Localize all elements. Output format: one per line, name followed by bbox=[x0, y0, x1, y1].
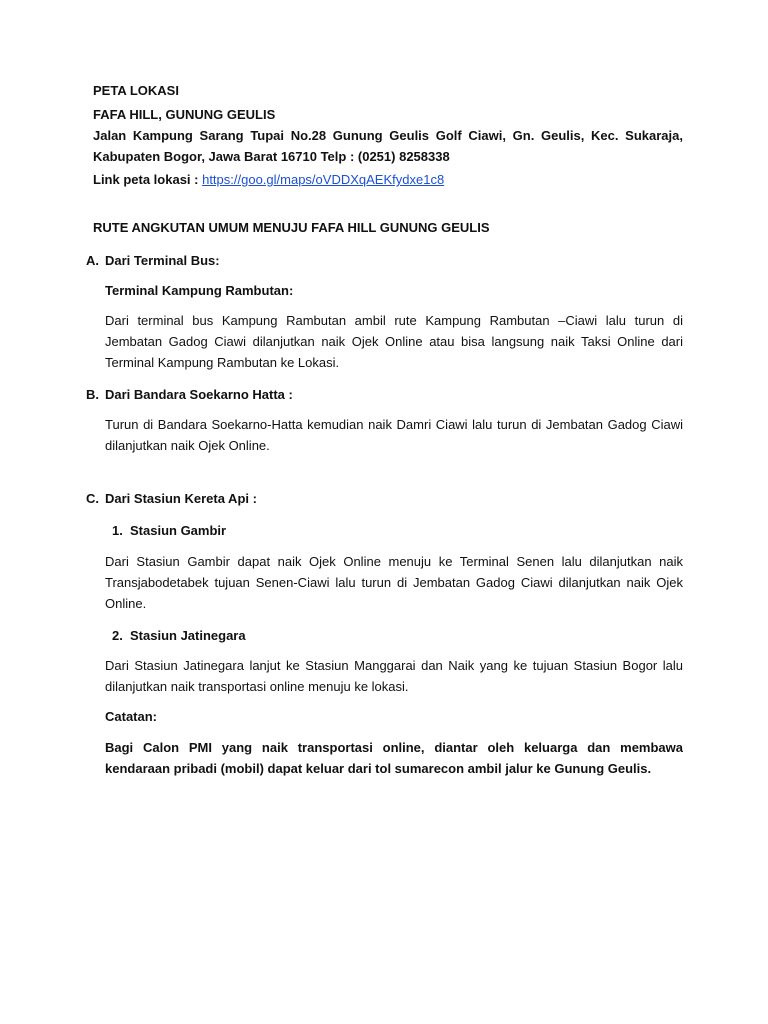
map-link[interactable]: https://goo.gl/maps/oVDDXqAEKfydxe1c8 bbox=[202, 172, 445, 187]
section-a-marker: A. bbox=[86, 253, 99, 268]
station-1-body: Dari Stasiun Gambir dapat naik Ojek Online menuju ke Terminal Senen lalu dilanjutkan naik Transjabodetabek tujuan Senen-Ciawi lalu turun di Jembatan Gadog Ciawi dilanjutkan naik Ojek Online. bbox=[105, 554, 683, 611]
station-2-title: Stasiun Jatinegara bbox=[130, 628, 246, 643]
section-b-body: Turun di Bandara Soekarno-Hatta kemudian naik Damri Ciawi lalu turun di Jembatan Gadog Ciawi dilanjutkan naik Ojek Online. bbox=[105, 417, 683, 453]
map-link-line bbox=[93, 172, 683, 187]
section-a-heading: Dari Terminal Bus: bbox=[105, 253, 220, 268]
doc-title: PETA LOKASI bbox=[93, 83, 179, 98]
map-link-label: Link peta lokasi : bbox=[93, 172, 203, 187]
section-b-heading: Dari Bandara Soekarno Hatta : bbox=[105, 387, 293, 402]
venue-address: Jalan Kampung Sarang Tupai No.28 Gunung Geulis Golf Ciawi, Gn. Geulis, Kec. Sukaraja, Kabupaten Bogor, Jawa Barat 16710 Telp : (0251) 8258338 bbox=[93, 128, 683, 164]
section-b-marker: B. bbox=[86, 387, 99, 402]
station-1-number: 1. bbox=[112, 523, 123, 538]
section-c-heading: Dari Stasiun Kereta Api : bbox=[105, 491, 257, 506]
station-2-body: Dari Stasiun Jatinegara lanjut ke Stasiun Manggarai dan Naik yang ke tujuan Stasiun Bogor lalu dilanjutkan naik transportasi online menuju ke lokasi. bbox=[105, 658, 683, 694]
station-1-title: Stasiun Gambir bbox=[130, 523, 227, 538]
route-title: RUTE ANGKUTAN UMUM MENUJU FAFA HILL GUNUNG GEULIS bbox=[93, 220, 490, 235]
section-a-subheading: Terminal Kampung Rambutan: bbox=[105, 283, 294, 298]
venue-name: FAFA HILL, GUNUNG GEULIS bbox=[93, 107, 276, 122]
station-2-number: 2. bbox=[112, 628, 123, 643]
note-heading: Catatan: bbox=[105, 709, 158, 724]
note-body: Bagi Calon PMI yang naik transportasi online, diantar oleh keluarga dan membawa kendaraan pribadi (mobil) dapat keluar dari tol sumarecon ambil jalur ke Gunung Geulis. bbox=[105, 740, 683, 776]
section-c-marker: C. bbox=[86, 491, 99, 506]
section-a-body: Dari terminal bus Kampung Rambutan ambil rute Kampung Rambutan –Ciawi lalu turun di Jembatan Gadog Ciawi dilanjutkan naik Ojek Online atau bisa langsung naik Taksi Online dari Terminal Kampung Rambutan ke Lokasi. bbox=[105, 313, 683, 370]
